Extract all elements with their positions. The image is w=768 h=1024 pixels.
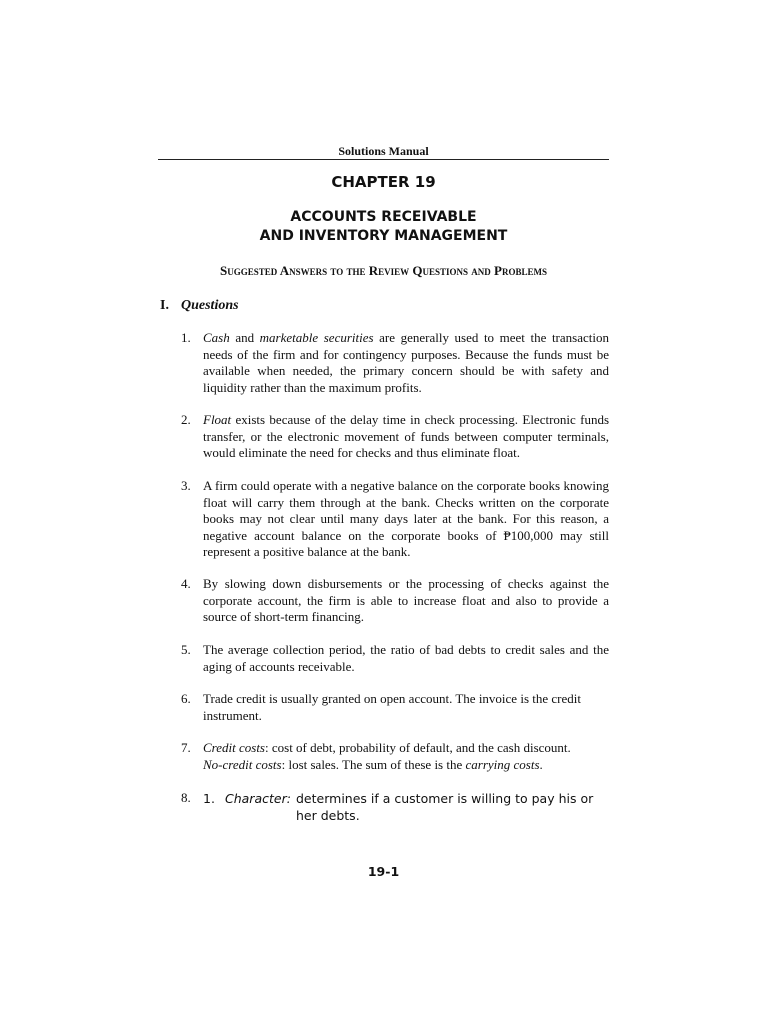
item-text-part: and (229, 330, 260, 345)
section-subtitle: Suggested Answers to the Review Questions and Problems (220, 263, 547, 278)
item-text-part: exists because of the delay time in check processing. Electronic funds transfer, or the electronic movement of funds between computer terminals, would eliminate the need for checks and thus eliminate float. (203, 412, 609, 460)
item-term-float: Float (203, 412, 232, 427)
question-item-3 (181, 478, 609, 561)
item-term-no-credit-costs: No-credit costs (203, 756, 282, 772)
chapter-heading: CHAPTER 19 (331, 173, 436, 191)
item-number: 3. (181, 478, 191, 493)
item-line-no-credit-costs (203, 757, 609, 774)
item-text (203, 330, 609, 396)
item-text: By slowing down disbursements or the processing of checks against the corporate account, the firm is able to increase float and also to provide a source of short-term financing. (203, 576, 609, 624)
item-number: 6. (181, 691, 191, 706)
item-text: The average collection period, the ratio of bad debts to credit sales and the aging of accounts receivable. (203, 642, 609, 674)
item-text-part: are generally used to meet the transaction needs of the firm and for contingency purposes. Because the funds must be available when needed, the primary concern should be with safety and liquidity rather than the maximum profits. (203, 330, 609, 395)
question-item-2 (181, 412, 609, 462)
item-term-marketable-securities: marketable securities (259, 330, 374, 345)
item-number: 7. (181, 740, 191, 755)
item-text-part: . (539, 756, 543, 772)
item-number: 5. (181, 642, 191, 657)
item-number: 2. (181, 412, 191, 427)
section-label: Questions (181, 298, 239, 313)
chapter-title (158, 208, 609, 246)
question-item-1 (181, 330, 609, 396)
question-item-7 (181, 740, 609, 773)
section-number: I. (160, 298, 169, 313)
item-number: 1. (181, 330, 191, 345)
item-term-cash: Cash (203, 330, 230, 345)
chapter-title-line-1: ACCOUNTS RECEIVABLE (290, 209, 477, 225)
section-heading (160, 297, 239, 315)
item-text: A firm could operate with a negative balance on the corporate books knowing float will carry them through at the bank. Checks written on the corporate books may not clear until many days later at the bank. For this reason, a negative account balance on the corporate books of ₱100,000 may still represent a positive balance at the bank. (203, 478, 609, 559)
item-text: Trade credit is usually granted on open account. The invoice is the credit instrument. (203, 691, 581, 723)
item-text-part: : lost sales. The sum of these is the (281, 756, 466, 772)
item-line-credit-costs (203, 740, 609, 757)
sub-item-number: 1. (203, 791, 215, 806)
item-term-credit-costs: Credit costs (203, 740, 265, 755)
question-item-4 (181, 576, 609, 626)
running-header: Solutions Manual (338, 144, 429, 158)
question-item-6 (181, 691, 609, 724)
page-number: 19-1 (367, 864, 400, 879)
sub-item-term: Character: (225, 791, 291, 806)
sub-item-text: determines if a customer is willing to pay his or her debts. (296, 791, 594, 823)
item-number: 8. (181, 790, 191, 805)
chapter-title-line-2: AND INVENTORY MANAGEMENT (259, 228, 508, 244)
item-term-carrying-costs: carrying costs (465, 756, 540, 772)
header-rule (158, 159, 609, 160)
item-text (203, 740, 609, 773)
item-number: 4. (181, 576, 191, 591)
question-item-5 (181, 642, 609, 675)
item-text-part: : cost of debt, probability of default, and the cash discount. (265, 740, 571, 755)
item-text (203, 412, 609, 462)
